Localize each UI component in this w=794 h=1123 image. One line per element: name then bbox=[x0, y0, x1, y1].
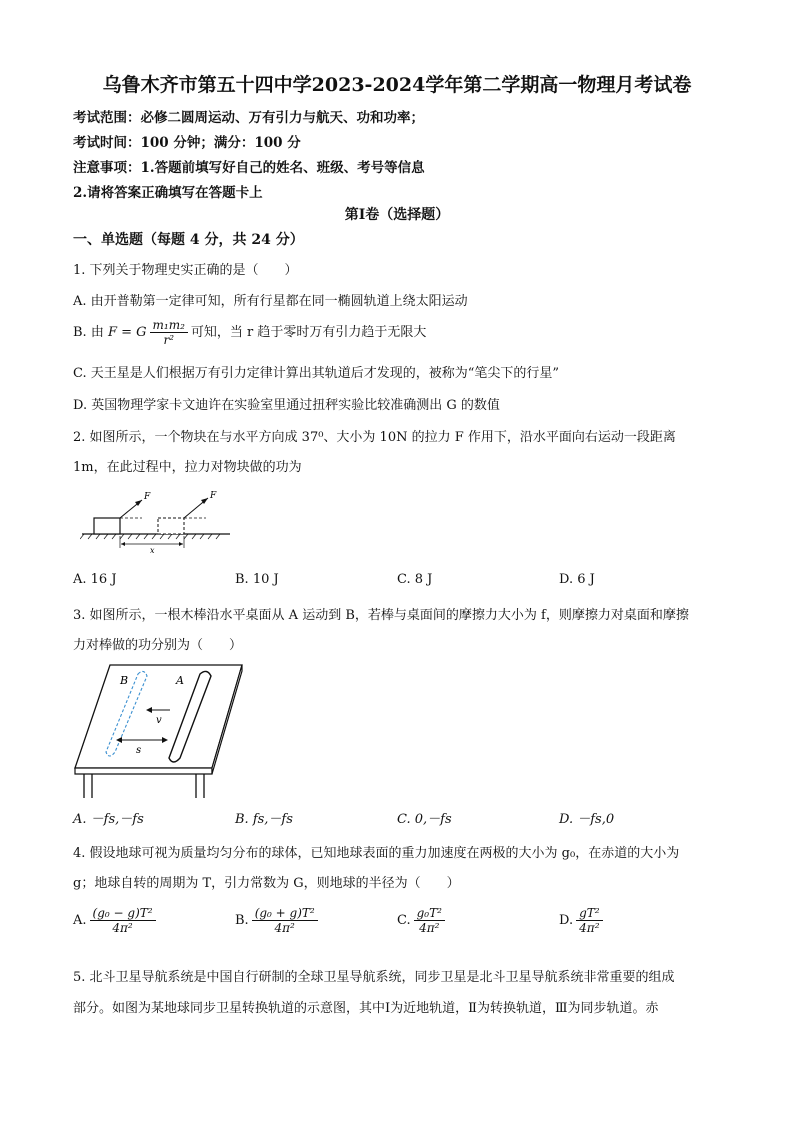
q3-option-d: D. －fs,0 bbox=[559, 812, 615, 827]
q4-option-b-numerator: (g₀ + g)T² bbox=[252, 906, 318, 921]
q4-option-a-label: A. bbox=[73, 913, 87, 928]
q2-force-label-1: F bbox=[144, 492, 151, 502]
q3-option-a: A. －fs,－fs bbox=[73, 812, 144, 827]
q4-option-d-denominator: 4π² bbox=[579, 921, 600, 935]
q4-option-d-fraction bbox=[576, 906, 603, 935]
q5-stem-line-2: 部分。如图为某地球同步卫星转换轨道的示意图，其中Ⅰ为近地轨道，Ⅱ为转换轨道，Ⅲ为同步轨道。赤 bbox=[73, 1001, 659, 1016]
q1-b-fraction bbox=[150, 318, 188, 347]
q3-label-a: A bbox=[176, 674, 184, 687]
q5-stem-line-1: 5. 北斗卫星导航系统是中国自行研制的全球卫星导航系统，同步卫星是北斗卫星导航系统非常重要的组成 bbox=[73, 970, 675, 985]
q4-option-b-denominator: 4π² bbox=[274, 921, 295, 935]
q2-dim-arrow-right bbox=[179, 542, 183, 546]
q1-b-denominator: r² bbox=[163, 333, 174, 347]
q4-option-c-fraction bbox=[414, 906, 445, 935]
exam-title: 乌鲁木齐市第五十四中学2023-2024学年第二学期高一物理月考试卷 bbox=[102, 74, 692, 96]
q1-option-c: C. 天王星是人们根据万有引力定律计算出其轨道后才发现的，被称为“笔尖下的行星” bbox=[73, 366, 560, 381]
q4-option-a bbox=[73, 906, 159, 935]
q3-label-v: v bbox=[156, 715, 162, 726]
q3-label-b: B bbox=[120, 674, 129, 687]
q1-stem: 1. 下列关于物理史实正确的是（ ） bbox=[73, 263, 298, 278]
q2-option-a: A. 16 J bbox=[73, 572, 117, 587]
q4-stem-line-2: g；地球自转的周期为 T，引力常数为 G，则地球的半径为（ ） bbox=[73, 876, 460, 891]
q1-b-formula-left: F = G bbox=[107, 325, 147, 340]
q3-stem-line-2: 力对棒做的功分别为（ ） bbox=[73, 638, 243, 653]
q2-force-label-2: F bbox=[210, 491, 217, 501]
section-heading: 一、单选题（每题 4 分，共 24 分） bbox=[73, 232, 304, 248]
q3-table-edge bbox=[75, 768, 212, 774]
q4-option-b-fraction bbox=[252, 906, 318, 935]
q4-stem-line-1: 4. 假设地球可视为质量均匀分布的球体，已知地球表面的重力加速度在两极的大小为 g₀，在赤道的大小为 bbox=[73, 846, 680, 861]
q2-figure bbox=[80, 486, 240, 556]
q3-label-s: s bbox=[136, 745, 142, 756]
q4-option-d-label: D. bbox=[559, 913, 574, 928]
q3-stem-line-1: 3. 如图所示，一根木棒沿水平桌面从 A 运动到 B，若棒与桌面间的摩擦力大小为 f，则摩擦力对桌面和摩擦 bbox=[73, 608, 689, 623]
q1-b-suffix: 可知，当 r 趋于零时万有引力趋于无限大 bbox=[190, 325, 427, 340]
q2-stem-line-1: 2. 如图所示，一个物块在与水平方向成 37⁰、大小为 10N 的拉力 F 作用下，沿水平面向右运动一段距离 bbox=[73, 430, 676, 445]
q1-option-a: A. 由开普勒第一定律可知，所有行星都在同一椭圆轨道上绕太阳运动 bbox=[73, 294, 468, 309]
q4-option-c bbox=[397, 906, 448, 935]
q2-block-end bbox=[158, 518, 184, 534]
exam-notes-2: 2.请将答案正确填写在答题卡上 bbox=[73, 185, 263, 201]
q2-ground-hatch bbox=[80, 534, 220, 539]
exam-notes-1: 注意事项：1.答题前填写好自己的姓名、班级、考号等信息 bbox=[73, 160, 425, 176]
q4-option-c-numerator: g₀T² bbox=[414, 906, 445, 921]
volume-heading: 第Ⅰ卷（选择题） bbox=[344, 207, 450, 223]
q4-option-a-fraction bbox=[90, 906, 156, 935]
exam-scope: 考试范围：必修二圆周运动、万有引力与航天、功和功率； bbox=[73, 110, 424, 126]
q4-option-d-numerator: gT² bbox=[576, 906, 603, 921]
q1-b-prefix: B. 由 bbox=[73, 325, 104, 340]
q1-option-d: D. 英国物理学家卡文迪许在实验室里通过扭秤实验比较准确测出 G 的数值 bbox=[73, 398, 500, 413]
q2-option-b: B. 10 J bbox=[235, 572, 279, 587]
q2-option-d: D. 6 J bbox=[559, 572, 595, 587]
q4-option-a-numerator: (g₀ − g)T² bbox=[90, 906, 156, 921]
exam-time: 考试时间：100 分钟；满分：100 分 bbox=[73, 135, 301, 151]
q2-option-c: C. 8 J bbox=[397, 572, 433, 587]
q4-option-b-label: B. bbox=[235, 913, 249, 928]
q4-option-c-denominator: 4π² bbox=[419, 921, 440, 935]
q4-option-c-label: C. bbox=[397, 913, 411, 928]
q4-option-d bbox=[559, 906, 606, 935]
q4-option-b bbox=[235, 906, 321, 935]
q1-option-b bbox=[73, 318, 426, 347]
q2-distance-label: x bbox=[150, 546, 155, 555]
q3-option-c: C. 0,－fs bbox=[397, 812, 452, 827]
q2-dim-arrow-left bbox=[121, 542, 125, 546]
q2-block-start bbox=[94, 518, 120, 534]
q1-b-numerator: m₁m₂ bbox=[150, 318, 188, 333]
q4-option-a-denominator: 4π² bbox=[112, 921, 133, 935]
q3-option-b: B. fs,－fs bbox=[235, 812, 293, 827]
q3-figure bbox=[72, 660, 247, 800]
q2-stem-line-2: 1m，在此过程中，拉力对物块做的功为 bbox=[73, 460, 302, 475]
